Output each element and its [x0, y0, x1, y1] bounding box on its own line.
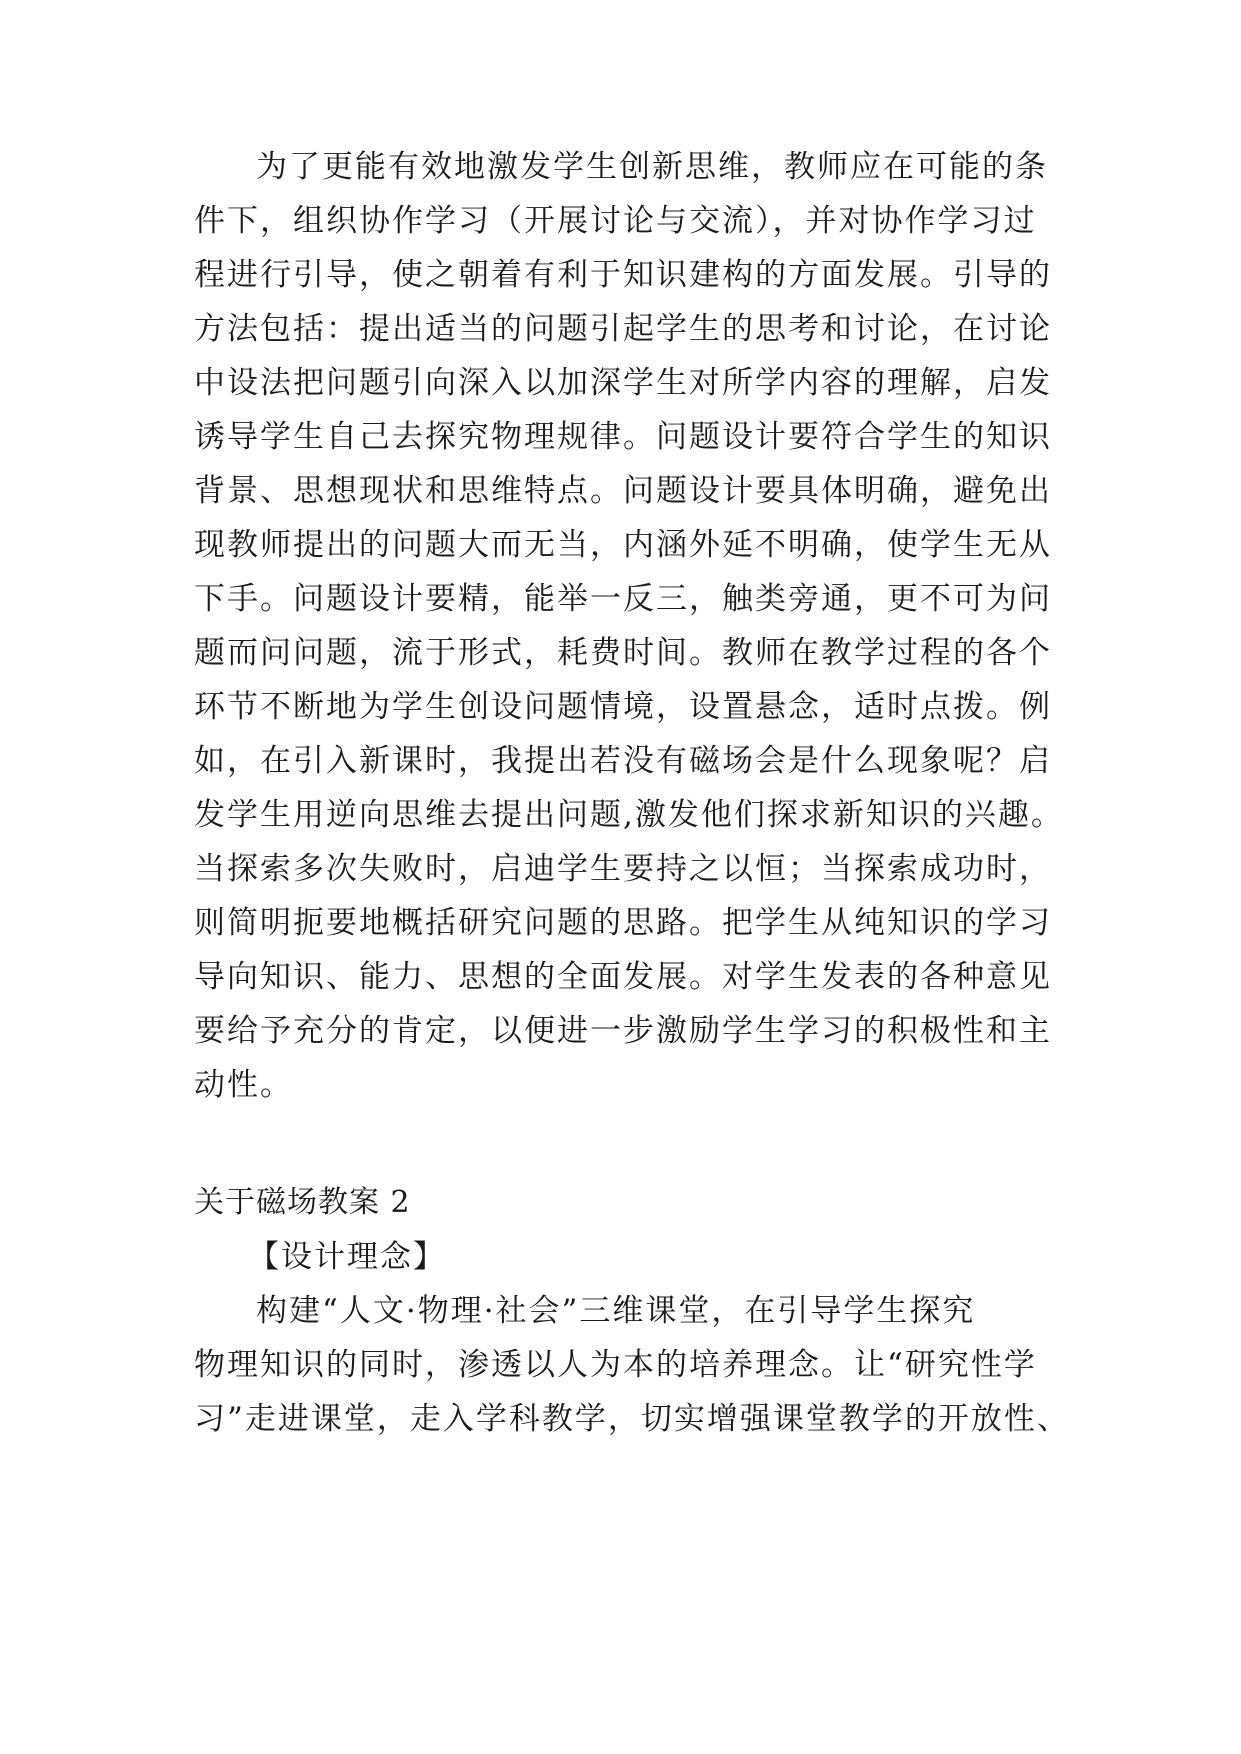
subheading: 【设计理念】 — [248, 1239, 446, 1275]
paragraph-1-line: 诱导学生自己去探究物理规律。问题设计要符合学生的知识 — [194, 419, 1052, 455]
paragraph-1-line: 背景、思想现状和思维特点。问题设计要具体明确，避免出 — [194, 473, 1052, 509]
paragraph-1-line: 件下，组织协作学习（开展讨论与交流），并对协作学习过 — [194, 203, 1037, 239]
section-title: 关于磁场教案 2 — [194, 1185, 411, 1220]
paragraph-1-line: 下手。问题设计要精，能举一反三，触类旁通，更不可为问 — [194, 581, 1052, 617]
paragraph-1-line: 中设法把问题引向深入以加深学生对所学内容的理解，启发 — [194, 365, 1052, 401]
paragraph-1-line: 现教师提出的问题大而无当，内涵外延不明确，使学生无从 — [194, 527, 1052, 563]
paragraph-2-line: 构建“人文·物理·社会”三维课堂，在引导学生探究 — [256, 1293, 976, 1329]
paragraph-1-line: 当探索多次失败时，启迪学生要持之以恒；当探索成功时， — [194, 851, 1052, 887]
paragraph-1-line: 动性。 — [194, 1067, 293, 1103]
paragraph-1-line: 题而问问题，流于形式，耗费时间。教师在教学过程的各个 — [194, 635, 1052, 671]
paragraph-1-line: 如，在引入新课时，我提出若没有磁场会是什么现象呢？启 — [194, 743, 1052, 779]
paragraph-1-line: 则简明扼要地概括研究问题的思路。把学生从纯知识的学习 — [194, 905, 1052, 941]
paragraph-1-line: 环节不断地为学生创设问题情境，设置悬念，适时点拨。例 — [194, 689, 1052, 725]
paragraph-2-line: 物理知识的同时，渗透以人为本的培养理念。让“研究性学 — [194, 1347, 1037, 1383]
paragraph-1-line: 程进行引导，使之朝着有利于知识建构的方面发展。引导的 — [194, 257, 1052, 293]
paragraph-2-line: 习”走进课堂，走入学科教学，切实增强课堂教学的开放性、 — [194, 1401, 1070, 1437]
paragraph-1-line: 要给予充分的肯定，以便进一步激励学生学习的积极性和主 — [194, 1013, 1052, 1049]
paragraph-1-line: 为了更能有效地激发学生创新思维，教师应在可能的条 — [256, 149, 1048, 185]
paragraph-1-line: 方法包括：提出适当的问题引起学生的思考和讨论，在讨论 — [194, 311, 1052, 347]
paragraph-1-line: 发学生用逆向思维去提出问题,激发他们探求新知识的兴趣。 — [194, 797, 1064, 833]
paragraph-1-line: 导向知识、能力、思想的全面发展。对学生发表的各种意见 — [194, 959, 1052, 995]
